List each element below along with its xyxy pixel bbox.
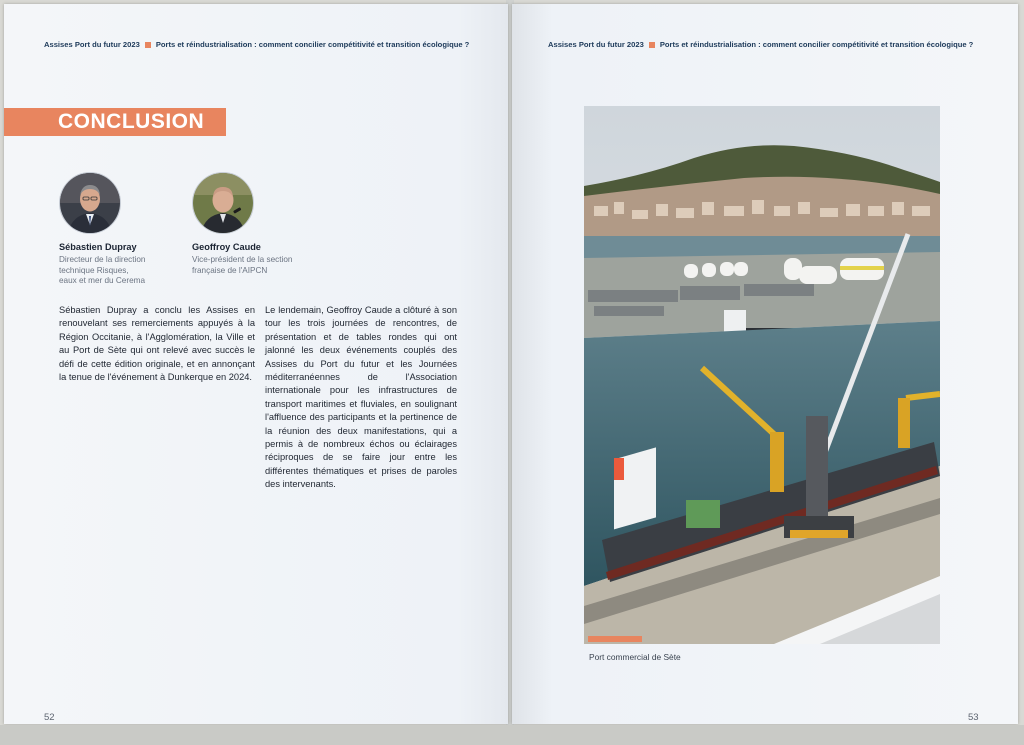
speaker-name-2: Geoffroy Caude bbox=[192, 242, 261, 252]
running-header-right bbox=[548, 40, 973, 49]
speaker-role-2 bbox=[192, 255, 292, 276]
header-subtitle-right: Ports et réindustrialisation : comment concilier compétitivité et transition écologique ? bbox=[659, 40, 974, 49]
photo-accent-bar bbox=[588, 636, 642, 642]
page-number-right: 53 bbox=[968, 712, 979, 723]
harbor-illustration bbox=[584, 106, 940, 644]
photo-caption: Port commercial de Sète bbox=[589, 652, 681, 662]
portrait-sebastien-dupray bbox=[60, 173, 120, 233]
speaker-role-1-line: eaux et mer du Cerema bbox=[59, 276, 146, 285]
running-header bbox=[44, 40, 469, 49]
page-number-left: 52 bbox=[44, 712, 55, 723]
header-subtitle: Ports et réindustrialisation : comment concilier compétitivité et transition écologique ? bbox=[155, 40, 470, 49]
header-event: Assises Port du futur 2023 bbox=[44, 40, 140, 49]
avatar-sebastien-dupray bbox=[59, 172, 121, 234]
conclusion-paragraph-1: Sébastien Dupray a conclu les Assises en renouvelant ses remerciements appuyés à la Région Occitanie, à l'Agglomération, la Ville et au Port de Sète qui ont relevé avec succès le défi de cette édition originale, et en annonçant la tenue de l'événement à Dunkerque en 2024. bbox=[59, 305, 255, 383]
portrait-geoffroy-caude bbox=[193, 173, 253, 233]
conclusion-paragraph-2: Le lendemain, Geoffroy Caude a clôturé à son tour les trois journées de rencontres, de présentation et de tables rondes qui ont jalonné les deux événements couplés des Assises du Port du futur et les Journées méditerranéennes de l'Association internationale pour les infrastructures de transport maritimes et fluviales, en soulignant l'affluence des participants et la pertinence de la réunion des deux manifestations, qui a permis à de nombreux échos ou éclairages réciproques de se faire jour entre les différentes thématiques et prises de paroles des intervenants. bbox=[265, 305, 457, 490]
speaker-role-1-line: Directeur de la direction bbox=[59, 255, 146, 264]
left-page bbox=[4, 4, 508, 724]
header-event-right: Assises Port du futur 2023 bbox=[548, 40, 644, 49]
right-page bbox=[512, 4, 1018, 724]
header-square-icon bbox=[145, 42, 151, 48]
speaker-role-2-line: Vice-président de la section bbox=[192, 255, 293, 264]
speaker-role-2-line: française de l'AIPCN bbox=[192, 265, 268, 275]
avatar-geoffroy-caude bbox=[192, 172, 254, 234]
header-square-icon bbox=[649, 42, 655, 48]
speaker-role-1 bbox=[59, 255, 145, 287]
section-title: CONCLUSION bbox=[4, 108, 226, 136]
port-photo bbox=[584, 106, 940, 644]
scan-bottom-edge bbox=[0, 725, 1024, 745]
speaker-role-1-line: technique Risques, bbox=[59, 265, 129, 275]
speaker-name-1: Sébastien Dupray bbox=[59, 242, 137, 252]
